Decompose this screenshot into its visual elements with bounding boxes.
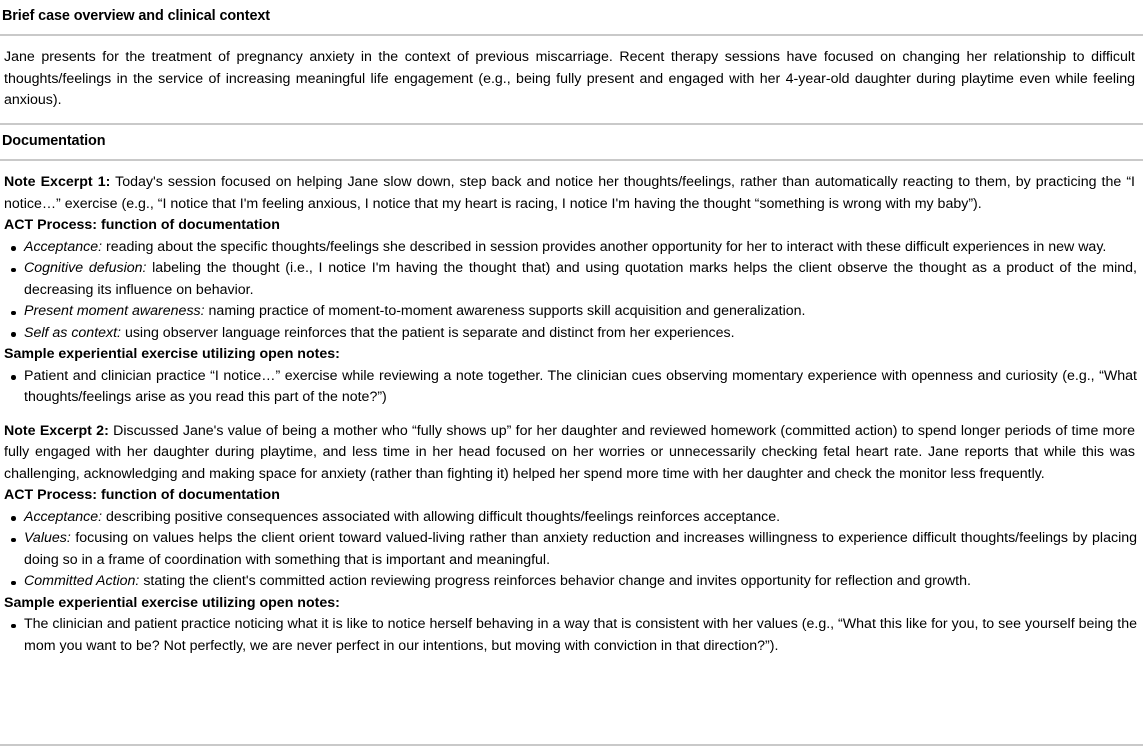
list-item: [2, 571, 1137, 593]
note-excerpt-1-paragraph: [2, 172, 1137, 215]
act-term: Present moment awareness:: [24, 303, 205, 320]
sample-exercise-heading-2: Sample experiential exercise utilizing open notes:: [4, 594, 340, 611]
act-desc: using observer language reinforces that the patient is separate and distinct from her experiences.: [121, 324, 735, 341]
list-item: [2, 323, 1137, 345]
overview-body-wrap: [0, 36, 1143, 123]
divider-bottom: [0, 744, 1143, 746]
act-desc: stating the client's committed action reviewing progress reinforces behavior change and invites opportunity for reflection and growth.: [139, 573, 971, 590]
act-process-list-2: [2, 507, 1137, 593]
list-item: [2, 258, 1137, 301]
act-term: Values:: [24, 530, 71, 547]
note-excerpt-2-paragraph: [2, 409, 1137, 486]
note-excerpt-1-label: Note Excerpt 1:: [4, 174, 111, 191]
sample-exercise-heading-1: Sample experiential exercise utilizing open notes:: [4, 346, 340, 363]
act-desc: naming practice of moment-to-moment awareness supports skill acquisition and generalization.: [204, 303, 806, 320]
list-item: [2, 237, 1137, 259]
act-term: Acceptance:: [24, 508, 103, 525]
documentation-body: [0, 161, 1143, 657]
act-term: Cognitive defusion:: [24, 260, 147, 277]
act-process-list-1: [2, 237, 1137, 345]
act-process-heading-1: ACT Process: function of documentation: [4, 217, 280, 234]
overview-paragraph: Jane presents for the treatment of pregnancy anxiety in the context of previous miscarriage. Recent therapy sessions have focused on changing her relationship to difficult thoughts/feelings in the service of increasing meaningful life engagement (e.g., being fully present and engaged with her 4-year-old daughter during playtime even while feeling anxious).: [4, 49, 1135, 109]
act-term: Acceptance:: [24, 238, 103, 255]
note-excerpt-1-text: Today's session focused on helping Jane slow down, step back and notice her thoughts/feelings, rather than automatically reacting to them, by practicing the “I notice…” exercise (e.g., “I notice that I'm feeling anxious, I notice that my heart is racing, I notice I'm having the thought “something is wrong with my baby”).: [4, 174, 1136, 212]
list-item: [2, 528, 1137, 571]
section-heading-documentation: Documentation: [2, 132, 106, 149]
list-item: [2, 614, 1137, 657]
sample-desc: Patient and clinician practice “I notice…” exercise while reviewing a note together. The clinician cues observing momentary experience with openness and curiosity (e.g., “What thoughts/feelings arise as you read this part of the note?”): [24, 367, 1137, 406]
act-process-heading-2: ACT Process: function of documentation: [4, 487, 280, 504]
act-desc: focusing on values helps the client orient toward valued-living rather than anxiety reduction and increases willingness to experience difficult thoughts/feelings by placing doing so in a frame of coordination with something that is important and meaningful.: [24, 530, 1137, 568]
list-item: [2, 366, 1137, 409]
sample-exercise-list-2: [2, 614, 1137, 657]
list-item: [2, 301, 1137, 323]
list-item: [2, 507, 1137, 529]
section-heading-overview: Brief case overview and clinical context: [2, 8, 270, 24]
note-excerpt-2-label: Note Excerpt 2:: [4, 422, 109, 439]
sample-desc: The clinician and patient practice noticing what it is like to notice herself behaving in a way that is consistent with her values (e.g., “What this like for you, to see yourself being the mom you want to be? Not perfectly, we are never perfect in our intentions, but moving with conviction in that direction?”).: [24, 616, 1137, 654]
act-desc: describing positive consequences associated with allowing difficult thoughts/feelings reinforces acceptance.: [102, 508, 781, 525]
note-excerpt-2-text: Discussed Jane's value of being a mother who “fully shows up” for her daughter and reviewed homework (committed action) to spend longer periods of time more fully engaged with her daughter during playtime, and less time in her head focused on her worries or unnecessarily checking fetal heart rate. Jane reports that while this was challenging, acknowledging and making space for anxiety (rather than fighting it) helped her spend more time with her daughter and check the monitor less frequently.: [4, 422, 1135, 482]
act-desc: reading about the specific thoughts/feelings she described in session provides another opportunity for her to interact with these difficult experiences in new way.: [102, 238, 1107, 255]
act-term: Committed Action:: [24, 573, 140, 590]
sample-exercise-list-1: [2, 366, 1137, 409]
act-desc: labeling the thought (i.e., I notice I'm having the thought that) and using quotation marks helps the client observe the thought as a product of the mind, decreasing its influence on behavior.: [24, 260, 1137, 298]
act-term: Self as context:: [24, 324, 121, 341]
